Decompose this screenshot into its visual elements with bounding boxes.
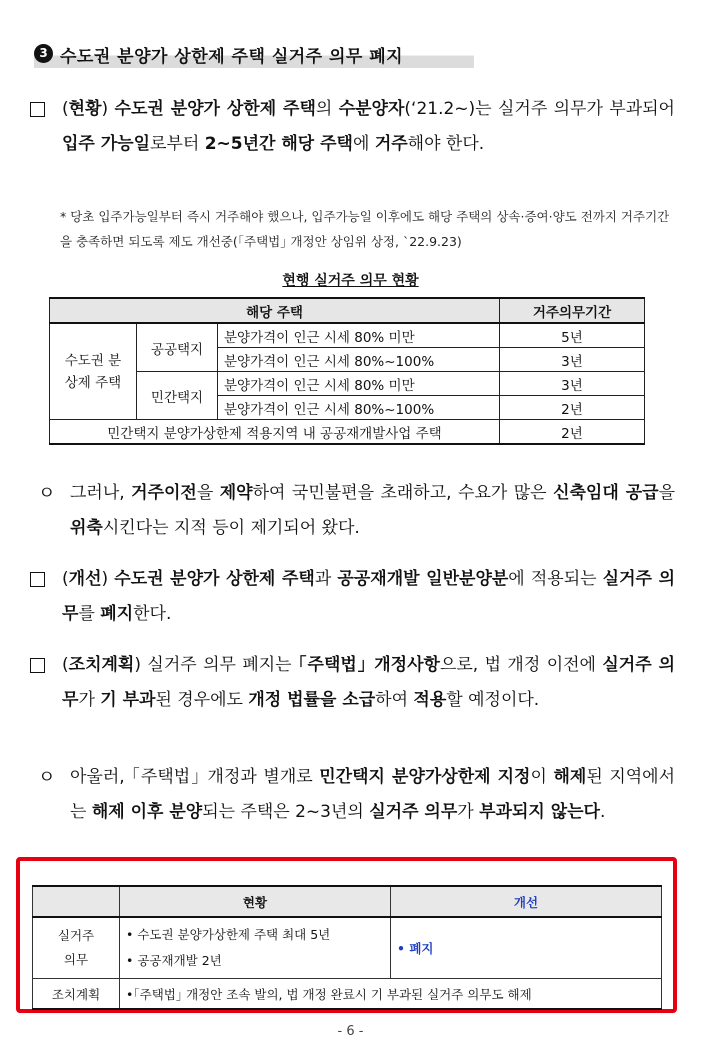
action-plan-cell: •｢주택법｣ 개정안 조속 발의, 법 개정 완료시 기 부과된 실거주 의무도 해제 xyxy=(120,979,662,1010)
tag-improvement: 개선 xyxy=(68,569,102,589)
table-cell: 2년 xyxy=(500,420,645,445)
circle-bullet-icon: ㅇ xyxy=(38,483,56,504)
table-cell: 3년 xyxy=(500,348,645,372)
paragraph-additionally: ㅇ 아울러, ｢주택법｣ 개정과 별개로 민간택지 분양가상한제 지정이 해제된 지역에서는 해제 이후 분양되는 주택은 2~3년의 실거주 의무가 부과되지 않는다. xyxy=(30,760,675,830)
header-improvement: 개선 xyxy=(391,886,662,917)
section-title: 수도권 분양가 상한제 주택 실거주 의무 폐지 xyxy=(60,47,404,67)
current-status-cell: • 수도권 분양가상한제 주택 최대 5년 • 공공재개발 2년 xyxy=(120,917,391,979)
table-cell: 분양가격이 인근 시세 80%~100% xyxy=(218,396,500,420)
page-number: - 6 - xyxy=(337,1024,364,1039)
row-label-residence: 실거주 의무 xyxy=(33,917,120,979)
group-label: 수도권 분상제 주택 xyxy=(50,323,137,420)
paragraph-status: (현황) 수도권 분양가 상한제 주택의 수분양자(‘21.2~)는 실거주 의무가 부과되어 입주 가능일로부터 2~5년간 해당 주택에 거주해야 한다. xyxy=(30,92,675,162)
tag-status: 현황 xyxy=(68,99,102,119)
square-bullet-icon xyxy=(30,648,52,685)
public-land-label: 공공택지 xyxy=(137,323,218,372)
paragraph-action-plan: (조치계획) 실거주 의무 폐지는 ｢주택법｣ 개정사항으로, 법 개정 이전에 실거주 의무가 기 부과된 경우에도 개정 법률을 소급하여 적용할 예정이다. xyxy=(30,648,675,718)
row-label-action: 조치계획 xyxy=(33,979,120,1010)
private-land-label: 민간택지 xyxy=(137,372,218,420)
square-bullet-icon xyxy=(30,562,52,599)
paragraph-improvement: (개선) 수도권 분양가 상한제 주택과 공공재개발 일반분양분에 적용되는 실거주 의무를 폐지한다. xyxy=(30,562,675,632)
table-cell: 민간택지 분양가상한제 적용지역 내 공공재개발사업 주택 xyxy=(50,420,500,445)
square-bullet-icon xyxy=(30,92,52,129)
header-house: 해당 주택 xyxy=(50,298,500,323)
table-cell: 분양가격이 인근 시세 80% 미만 xyxy=(218,372,500,396)
table-cell: 분양가격이 인근 시세 80% 미만 xyxy=(218,323,500,348)
improvement-cell: • 폐지 xyxy=(391,917,662,979)
table-cell: 5년 xyxy=(500,323,645,348)
footnote: * 당초 입주가능일부터 즉시 거주해야 했으나, 입주가능일 이후에도 해당 주택의 상속·증여·양도 전까지 거주기간을 충족하면 되도록 제도 개선중(｢주택법｣ 개정안 상임위 상정, `22.9.23) xyxy=(60,209,670,249)
table-cell: 분양가격이 인근 시세 80%~100% xyxy=(218,348,500,372)
header-current: 현황 xyxy=(120,886,391,917)
residence-duty-table xyxy=(49,297,645,445)
section-heading xyxy=(34,40,474,68)
circle-bullet-icon: ㅇ xyxy=(38,767,56,788)
table-cell: 3년 xyxy=(500,372,645,396)
table-caption: 현행 실거주 의무 현황 xyxy=(282,273,419,289)
summary-table xyxy=(32,885,662,1010)
table-cell: 2년 xyxy=(500,396,645,420)
corner-cell xyxy=(33,886,120,917)
tag-action-plan: 조치계획 xyxy=(68,655,135,675)
section-number: 3 xyxy=(34,44,53,63)
header-period: 거주의무기간 xyxy=(500,298,645,323)
paragraph-however: ㅇ 그러나, 거주이전을 제약하여 국민불편을 초래하고, 수요가 많은 신축임대 공급을 위축시킨다는 지적 등이 제기되어 왔다. xyxy=(30,476,675,546)
